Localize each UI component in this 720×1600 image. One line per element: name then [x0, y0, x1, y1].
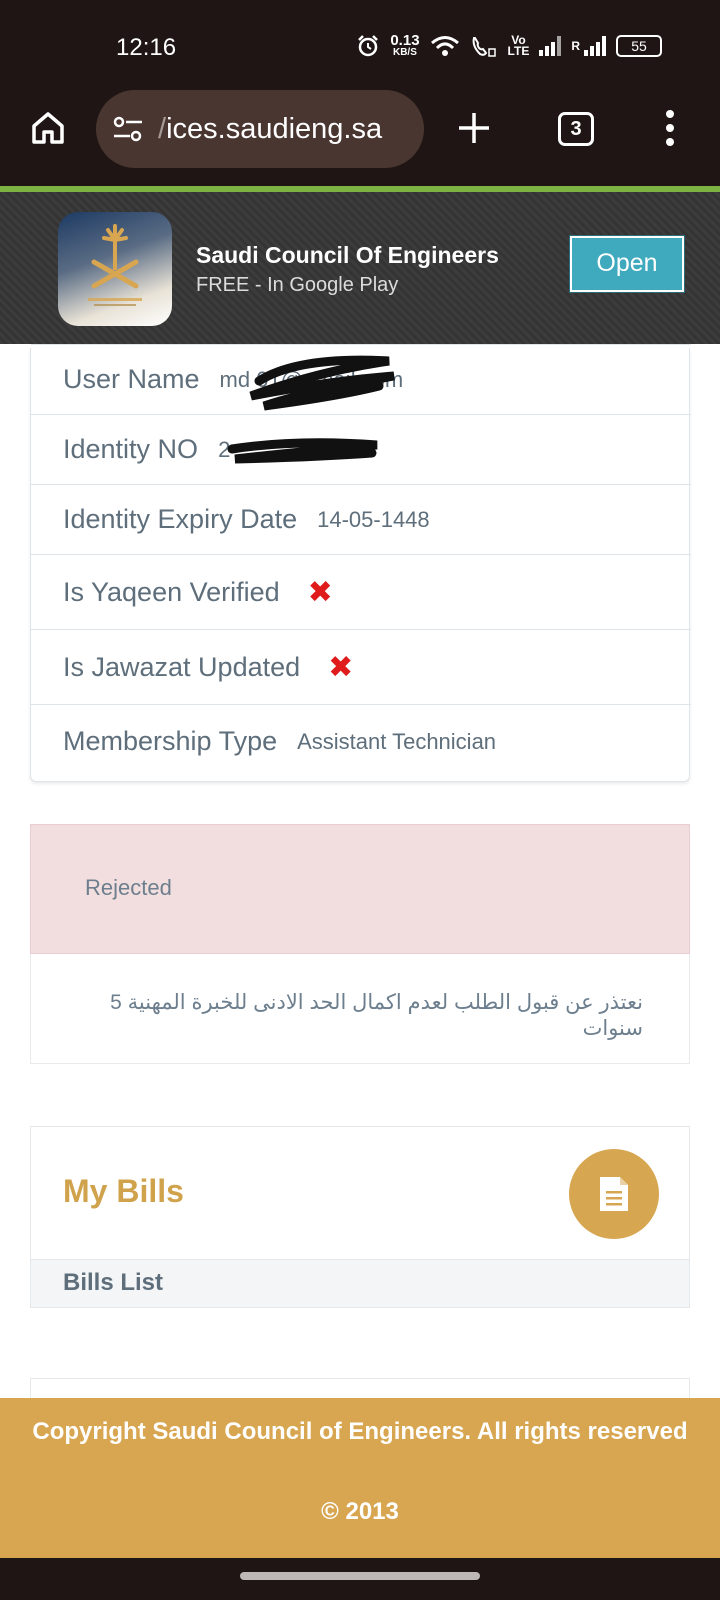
plus-icon[interactable] [456, 110, 492, 146]
identity-no-row [31, 414, 691, 484]
open-app-button[interactable]: Open [570, 236, 684, 292]
wifi-icon [430, 35, 460, 57]
document-icon [598, 1175, 630, 1213]
signal-strength-icon [539, 36, 561, 56]
address-bar[interactable] [96, 90, 424, 168]
user-name-value: md 01@gmail.com [219, 366, 404, 392]
footer-copyright: Copyright Saudi Council of Engineers. All rights reserved [32, 1418, 688, 1445]
rejection-reason-panel [30, 954, 690, 1064]
identity-expiry-value: 14-05-1448 [317, 506, 430, 532]
url-text[interactable]: /ices.saudieng.sa [158, 112, 383, 145]
identity-no-label: Identity NO [63, 434, 199, 464]
yaqeen-verified-row [31, 554, 691, 629]
jawazat-updated-row [31, 629, 691, 704]
roaming-indicator: R [571, 39, 580, 53]
signal-strength-2-icon [584, 36, 606, 56]
sce-logo-icon [58, 212, 172, 326]
bills-button[interactable] [569, 1149, 659, 1239]
tab-switcher-button[interactable]: 3 [558, 112, 594, 146]
membership-type-value: Assistant Technician [297, 728, 497, 754]
next-card [30, 1378, 690, 1398]
app-subtitle: FREE - In Google Play [196, 274, 399, 296]
membership-type-label: Membership Type [63, 726, 278, 756]
network-speed: 0.13 KB/S [390, 32, 420, 58]
system-and-browser-bar [0, 0, 720, 186]
wifi-calling-icon [470, 34, 498, 58]
identity-no-value: 2 [218, 436, 231, 462]
gesture-handle[interactable] [240, 1572, 480, 1580]
status-time: 12:16 [116, 34, 177, 61]
rejection-reason: نعتذر عن قبول الطلب لعدم اكمال الحد الادنى للخبرة المهنية 5 سنوات [110, 991, 643, 1040]
my-bills-card [30, 1126, 690, 1308]
bills-list-header[interactable]: Bills List [31, 1259, 689, 1307]
volte-indicator: Vo LTE [507, 33, 530, 58]
home-icon[interactable] [30, 110, 66, 146]
yaqeen-verified-label: Is Yaqeen Verified [63, 576, 280, 607]
footer [0, 1398, 720, 1558]
my-bills-title: My Bills [63, 1173, 184, 1209]
site-settings-icon[interactable] [112, 115, 144, 143]
identity-expiry-label: Identity Expiry Date [63, 504, 298, 534]
cross-icon: ✖ [307, 575, 333, 609]
menu-icon[interactable] [663, 110, 677, 150]
user-name-label: User Name [63, 364, 200, 394]
alarm-icon [356, 34, 380, 58]
user-name-row [31, 344, 691, 414]
cross-icon: ✖ [328, 650, 354, 684]
redaction-scribble [227, 431, 387, 471]
identity-expiry-row [31, 484, 691, 554]
app-install-banner[interactable] [0, 192, 720, 344]
system-nav-bar [0, 1558, 720, 1600]
footer-year: © 2013 [321, 1498, 399, 1525]
battery-indicator: 55 [616, 35, 662, 57]
app-name: Saudi Council Of Engineers [196, 242, 499, 268]
membership-type-row [31, 704, 691, 778]
profile-info-card [30, 348, 690, 782]
status-label: Rejected [85, 875, 172, 900]
status-alert [30, 824, 690, 954]
jawazat-updated-label: Is Jawazat Updated [63, 651, 301, 682]
app-logo [58, 212, 172, 326]
status-icons [356, 34, 662, 58]
